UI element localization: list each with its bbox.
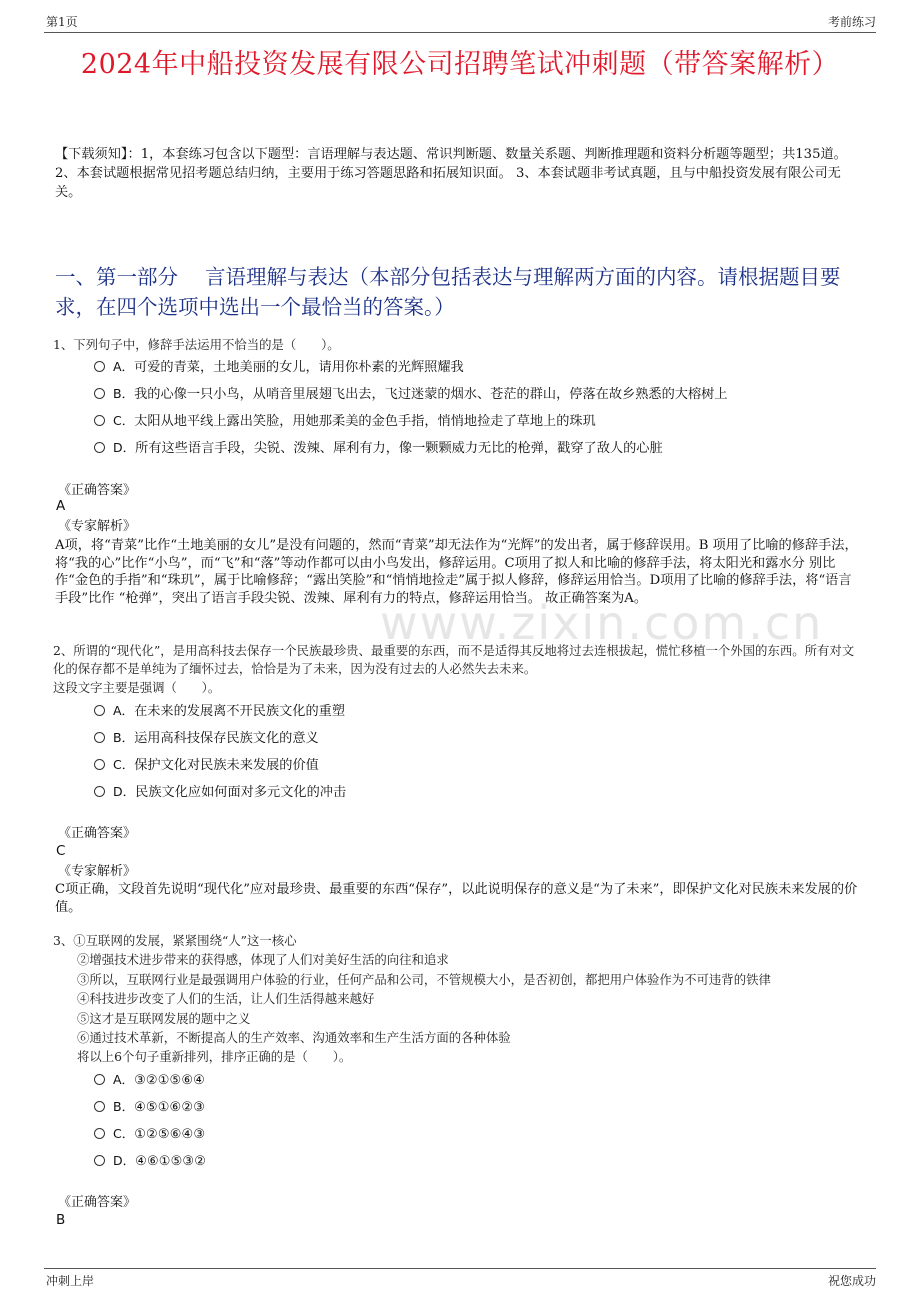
question-1-option-b[interactable]: B．我的心像一只小鸟，从哨音里展翅飞出去，飞过迷蒙的烟水、苍茫的群山，停落在故乡熟悉的大榕树上 [94, 384, 728, 404]
question-2-prompt: 这段文字主要是强调（ ）。 [53, 680, 221, 695]
question-3-sentence-5: ⑤这才是互联网发展的题中之义 [77, 1011, 251, 1026]
radio-icon[interactable] [94, 1128, 105, 1139]
radio-icon[interactable] [94, 388, 105, 399]
question-3-option-c[interactable]: C．①②⑤⑥④③ [94, 1124, 205, 1144]
question-2-answer-label: 《正确答案》 [58, 826, 137, 841]
question-2-stem: 2、所谓的“现代化”，是用高科技去保存一个民族最珍贵、最重要的东西，而不是适得其反地将过去连根拔起，慌忙移植一个外国的东西。所有对文化的保存都不是单纯为了缅怀过去，恰恰是为了未来，因为没有过去的人必然失去未来。 [53, 643, 855, 676]
question-1-option-a[interactable]: A．可爱的青菜，土地美丽的女儿，请用你朴素的光辉照耀我 [94, 357, 464, 377]
question-3-prompt: 将以上6个句子重新排列，排序正确的是（ ）。 [77, 1049, 352, 1064]
radio-icon[interactable] [94, 1101, 105, 1112]
footer-left: 冲刺上岸 [46, 1274, 95, 1288]
radio-icon[interactable] [94, 705, 105, 716]
question-3-option-d[interactable]: D．④⑥①⑤③② [94, 1151, 206, 1171]
radio-icon[interactable] [94, 1155, 105, 1166]
question-1-answer-label: 《正确答案》 [58, 483, 137, 498]
question-2-option-b[interactable]: B．运用高科技保存民族文化的意义 [94, 728, 319, 748]
radio-icon[interactable] [94, 786, 105, 797]
header-rule [44, 32, 876, 33]
question-3-option-a[interactable]: A．③②①⑤⑥④ [94, 1070, 205, 1090]
watermark: www.zixin.com.cn [380, 596, 824, 650]
question-3-sentence-3: ③所以，互联网行业是最强调用户体验的行业，任何产品和公司，不管规模大小，是否初创，都把用户体验作为不可违背的铁律 [77, 972, 771, 987]
question-2-option-d[interactable]: D．民族文化应如何面对多元文化的冲击 [94, 782, 346, 802]
question-3-sentence-2: ②增强技术进步带来的获得感，体现了人们对美好生活的向往和追求 [77, 952, 449, 967]
document-title: 2024年中船投资发展有限公司招聘笔试冲刺题（带答案解析） [80, 49, 840, 80]
question-2-expert-label: 《专家解析》 [58, 864, 137, 879]
radio-icon[interactable] [94, 442, 105, 453]
footer-rule [44, 1268, 876, 1269]
section-title: 一、第一部分 言语理解与表达（本部分包括表达与理解两方面的内容。请根据题目要求，在四个选项中选出一个最恰当的答案。） [55, 265, 841, 319]
question-3-stem: 3、①互联网的发展，紧紧围绕“人”这一核心 [53, 933, 297, 948]
question-1-option-c[interactable]: C．太阳从地平线上露出笑脸，用她那柔美的金色手指，悄悄地捡走了草地上的珠玑 [94, 411, 596, 431]
header-label: 考前练习 [827, 15, 876, 29]
question-3-sentence-4: ④科技进步改变了人们的生活，让人们生活得越来越好 [77, 991, 375, 1006]
radio-icon[interactable] [94, 1074, 105, 1085]
question-2-explanation: C项正确，文段首先说明“现代化”应对最珍贵、最重要的东西“保存”，以此说明保存的意义是“为了未来”，即保护文化对民族未来发展的价值。 [55, 882, 858, 915]
question-1-expert-label: 《专家解析》 [58, 519, 137, 534]
question-2-option-c[interactable]: C．保护文化对民族未来发展的价值 [94, 755, 319, 775]
question-1-stem: 1、下列句子中，修辞手法运用不恰当的是（ ）。 [53, 337, 340, 352]
question-3-answer: B [56, 1212, 66, 1228]
footer-right: 祝您成功 [827, 1274, 876, 1288]
radio-icon[interactable] [94, 361, 105, 372]
radio-icon[interactable] [94, 759, 105, 770]
download-notice: 【下载须知】：1，本套练习包含以下题型：言语理解与表达题、常识判断题、数量关系题、判断推理题和资料分析题等题型；共135道。 2、本套试题根据常见招考题总结归纳，主要用于练习答题思路和拓展知识面。 3、本套试题非考试真题，且与中船投资发展有限公司无关。 [55, 147, 847, 200]
question-2-option-a[interactable]: A．在未来的发展离不开民族文化的重塑 [94, 701, 345, 721]
question-3-sentence-6: ⑥通过技术革新，不断提高人的生产效率、沟通效率和生产生活方面的各种体验 [77, 1030, 511, 1045]
question-2-answer: C [56, 843, 66, 859]
page-number: 第1页 [46, 15, 78, 29]
radio-icon[interactable] [94, 732, 105, 743]
question-1-explanation: A项，将“青菜”比作“土地美丽的女儿”是没有问题的，然而“青菜”却无法作为“光辉”的发出者，属于修辞误用。B 项用了比喻的修辞手法，将“我的心”比作“小鸟”，而“飞”和“落”等动作都可以由小鸟发出，修辞运用。C项用了拟人和比喻的修辞手法，将太阳光和露水分 别比作“金色的手指”和“珠玑”，属于比喻修辞；“露出笑脸”和“悄悄地捡走”属于拟人修辞，修辞运用恰当。D项用了比喻的修辞手法，将“语言手段”比作 “枪弹”，突出了语言手段尖锐、泼辣、犀利有力的特点，修辞运用恰当。 故正确答案为A。 [55, 538, 858, 606]
question-3-answer-label: 《正确答案》 [58, 1195, 137, 1210]
question-3-option-b[interactable]: B．④⑤①⑥②③ [94, 1097, 205, 1117]
question-1-option-d[interactable]: D．所有这些语言手段，尖锐、泼辣、犀利有力，像一颗颗威力无比的枪弹，戳穿了敌人的心脏 [94, 438, 663, 458]
radio-icon[interactable] [94, 415, 105, 426]
question-1-answer: A [56, 498, 66, 514]
